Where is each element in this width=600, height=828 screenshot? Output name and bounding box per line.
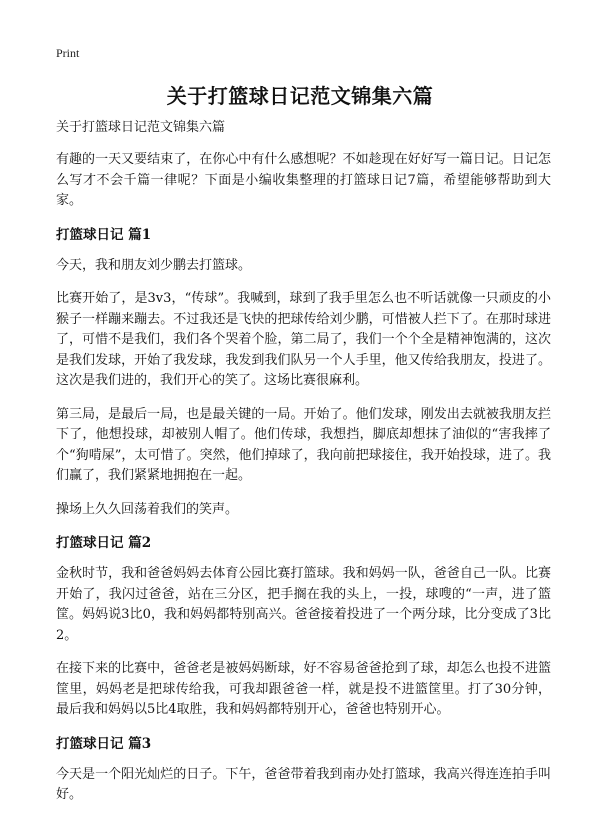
article-subtitle: 关于打篮球日记范文锦集六篇: [56, 120, 226, 135]
section-2-paragraph-2: 在接下来的比赛中，爸爸老是被妈妈断球，好不容易爸爸抢到了球，却怎么也投不进篮筐里，妈妈老是把球传给我，可我却跟爸爸一样，就是投不进篮筐里。打了30分钟，最后我和妈妈以5比4取胜，我和妈妈都特别开心，爸爸也特别开心。: [56, 661, 551, 717]
section-heading-1: 打篮球日记 篇1: [56, 226, 152, 243]
section-1-paragraph-1: 今天，我和朋友刘少鹏去打篮球。: [56, 257, 252, 273]
section-heading-3: 打篮球日记 篇3: [56, 735, 152, 752]
section-3-paragraph-1: 今天是一个阳光灿烂的日子。下午，爸爸带着我到南办处打篮球，我高兴得连连拍手叫好。: [56, 766, 551, 802]
article-body: [56, 118, 551, 819]
section-1-paragraph-4: 操场上久久回荡着我们的笑声。: [56, 501, 239, 517]
print-link[interactable]: Print: [56, 46, 80, 60]
section-1-paragraph-3: 第三局，是最后一局，也是最关键的一局。开始了。他们发球，刚发出去就被我朋友拦下了，他想投球，却被别人帽了。他们传球，我想挡，脚底却想抹了油似的“害我摔了个“狗啃屎”，太可惜了。突然，他们掉球了，我向前把球接住，我开始投球，进了。我们赢了，我们紧紧地拥抱在一起。: [56, 406, 551, 483]
section-heading-2: 打篮球日记 篇2: [56, 535, 152, 551]
section-1-paragraph-2: 比赛开始了，是3v3，“传球”。我喊到，球到了我手里怎么也不听话就像一只顽皮的小猴子一样蹦来蹦去。不过我还是飞快的把球传给刘少鹏，可惜被人拦下了。在那时球进了，可惜不是我们，我们各个哭着个脸，第二局了，我们一个个全是精神饱满的，这次是我们发球，开始了我发球，我发到我们队另一个人手里，他又传给我朋友，投进了。这次是我们进的，我们开心的笑了。这场比赛很麻利。: [56, 291, 551, 388]
intro-paragraph: 有趣的一天又要结束了，在你心中有什么感想呢？不如趁现在好好写一篇日记。日记怎么写才不会千篇一律呢？下面是小编收集整理的打篮球日记7篇，希望能够帮助到大家。: [56, 152, 551, 208]
section-2-paragraph-1: 金秋时节，我和爸爸妈妈去体育公园比赛打篮球。我和妈妈一队，爸爸自己一队。比赛开始了，我闪过爸爸，站在三分区，把手搁在我的头上，一投，球嗖的“一声，进了篮筐。妈妈说3比0，我和妈妈都特别高兴。爸爸接着投进了一个两分球，比分变成了3比2。: [56, 566, 551, 643]
page-title: 关于打篮球日记范文锦集六篇: [166, 84, 434, 108]
